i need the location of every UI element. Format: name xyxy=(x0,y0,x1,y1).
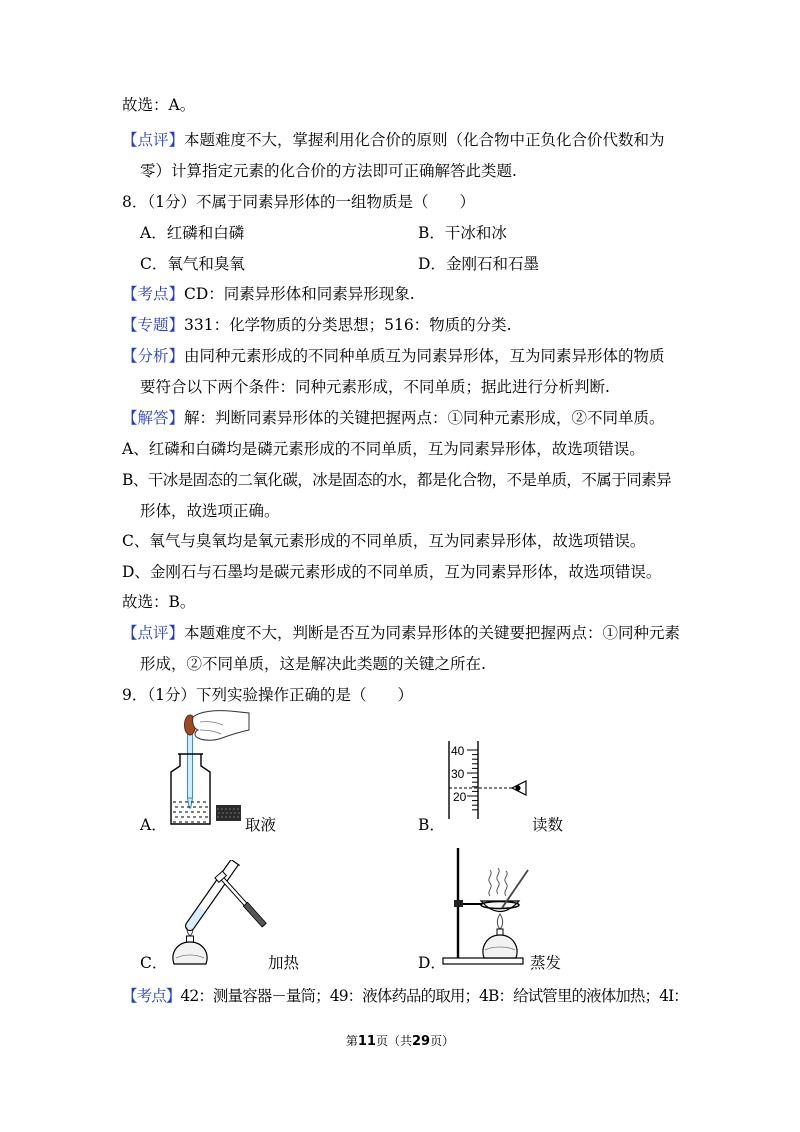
q7-answer: 故选：A。 xyxy=(122,96,196,114)
boss-clamp xyxy=(454,900,463,907)
q8-analysis-line1 xyxy=(122,346,665,366)
q9-option-b-caption: 读数 xyxy=(532,816,564,834)
scale-label-20: 20 xyxy=(453,790,467,804)
analysis-text: 由同种元素形成的不同种单质互为同素异形体，互为同素异形体的物质 xyxy=(184,347,665,365)
q8-solution-line-b-cont: 形体，故选项正确。 xyxy=(140,502,280,520)
q8-comment-line1 xyxy=(122,623,680,643)
alcohol-lamp xyxy=(483,935,517,958)
q9-option-d-caption: 蒸发 xyxy=(530,954,562,972)
comment-text: 本题难度不大，掌握利用化合价的原则（化合物中正负化合价代数和为 xyxy=(184,131,665,149)
comment-label: 【点评】 xyxy=(122,624,185,642)
q8-option-a xyxy=(140,223,244,243)
q8-point xyxy=(122,284,415,304)
test-tube xyxy=(183,860,240,933)
option-letter: B． xyxy=(418,224,445,242)
q7-comment-line2: 零）计算指定元素的化合价的方法即可正确解答此类题. xyxy=(140,162,517,180)
scale-label-40: 40 xyxy=(451,744,465,758)
option-letter: A． xyxy=(140,224,167,242)
point-label: 【考点】 xyxy=(122,987,181,1005)
lamp-neck xyxy=(187,936,194,942)
lamp-neck xyxy=(497,929,503,935)
point-text: CD：同素异形体和同素异形现象. xyxy=(184,285,415,303)
evaporation-illustration xyxy=(440,846,550,968)
option-text: 金刚石和石墨 xyxy=(445,255,539,273)
q9-option-a-caption: 取液 xyxy=(245,816,277,834)
q9-option-c-caption: 加热 xyxy=(268,954,300,972)
q8-solution-line-d: D、金刚石与石墨均是碳元素形成的不同单质，互为同素异形体，故选项错误。 xyxy=(122,563,662,581)
option-text: 红磷和白磷 xyxy=(166,224,245,242)
option-text: 氧气和臭氧 xyxy=(167,255,245,273)
solution-label: 【解答】 xyxy=(122,409,185,427)
q9-option-a-letter: A． xyxy=(140,816,167,834)
q8-option-c xyxy=(140,254,245,274)
dropper-bottle-illustration xyxy=(160,710,250,828)
q8-solution-intro xyxy=(122,408,665,428)
solution-text: 解：判断同素异形体的关键把握两点：①同种元素形成，②不同单质。 xyxy=(184,409,665,427)
page-footer xyxy=(0,1033,800,1050)
footer-suffix: 页） xyxy=(430,1034,455,1048)
q9-point xyxy=(122,986,688,1006)
comment-text: 本题难度不大，判断是否互为同素异形体的关键要把握两点：①同种元素 xyxy=(184,624,681,642)
point-text: 42：测量容器－量筒；49：液体药品的取用；4B：给试管里的液体加热；4I： xyxy=(180,987,688,1005)
option-text: 干冰和冰 xyxy=(444,224,507,242)
stand-base xyxy=(443,958,523,964)
total-page-count: 29 xyxy=(412,1034,431,1049)
test-tube-holder xyxy=(215,871,268,928)
option-letter: D． xyxy=(418,255,446,273)
q9-option-c-letter: C． xyxy=(140,954,168,972)
q8-option-b xyxy=(418,223,507,243)
dropper-tube xyxy=(188,734,193,798)
alcohol-lamp xyxy=(173,942,207,964)
q8-option-d xyxy=(418,254,539,274)
topic-text: 331：化学物质的分类思想；516：物质的分类. xyxy=(184,316,512,334)
topic-label: 【专题】 xyxy=(122,316,185,334)
q8-answer: 故选：B。 xyxy=(122,593,196,611)
option-letter: C． xyxy=(140,255,168,273)
q8-stem: 8．（1分）不属于同素异形体的一组物质是（ ） xyxy=(122,193,475,211)
graduated-cylinder-illustration xyxy=(440,738,535,820)
q7-comment-line1 xyxy=(122,130,665,150)
q8-solution-line-b: B、干冰是固态的二氧化碳，冰是固态的水，都是化合物，不是单质，不属于同素异 xyxy=(122,471,672,489)
lamp-flame xyxy=(497,914,502,929)
scale-label-30: 30 xyxy=(451,767,465,781)
q8-comment-line2: 形成，②不同单质，这是解决此类题的关键之所在. xyxy=(140,655,486,673)
comment-label: 【点评】 xyxy=(122,131,185,149)
point-label: 【考点】 xyxy=(122,285,185,303)
cylinder-ticks xyxy=(467,750,478,810)
current-page-number: 11 xyxy=(357,1034,376,1049)
footer-middle: 页（共 xyxy=(375,1034,412,1048)
q8-solution-line-a: A、红磷和白磷均是磷元素形成的不同单质，互为同素异形体，故选项错误。 xyxy=(122,440,645,458)
footer-prefix: 第 xyxy=(345,1034,358,1048)
q8-topic xyxy=(122,315,512,335)
q8-solution-line-c: C、氧气与臭氧均是氧元素形成的不同单质，互为同素异形体，故选项错误。 xyxy=(122,532,646,550)
q8-analysis-line2: 要符合以下两个条件：同种元素形成，不同单质；据此进行分析判断. xyxy=(140,378,610,396)
analysis-label: 【分析】 xyxy=(122,347,185,365)
q9-option-d-letter: D． xyxy=(418,954,446,972)
test-tube-heating-illustration xyxy=(162,860,270,970)
q9-stem: 9．（1分）下列实验操作正确的是（ ） xyxy=(122,686,413,704)
q9-option-b-letter: B． xyxy=(418,816,445,834)
steam xyxy=(489,868,507,896)
hand xyxy=(193,711,249,741)
